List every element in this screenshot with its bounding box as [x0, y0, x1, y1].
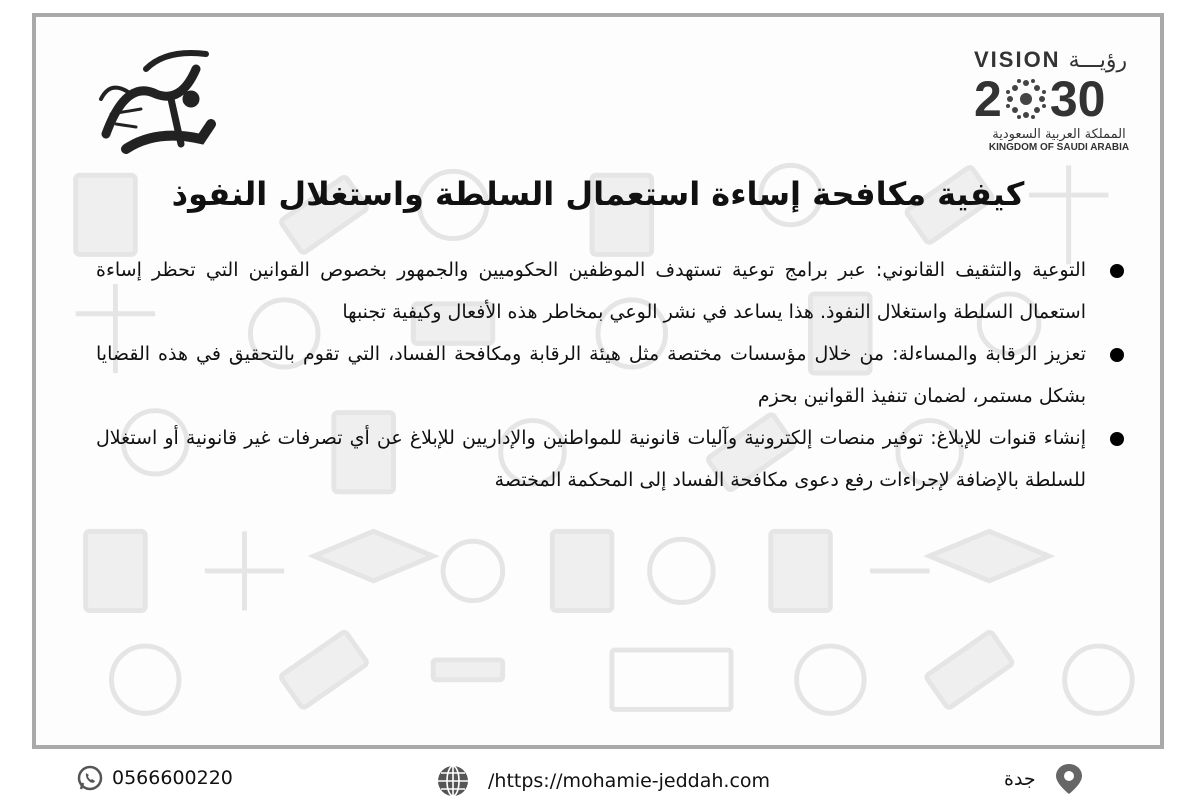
page-title: كيفية مكافحة إساءة استعمال السلطة واستغلال النفوذ [171, 175, 1025, 213]
document-frame [32, 13, 1164, 749]
list-item [96, 249, 1130, 333]
city-name: جدة [1004, 768, 1036, 790]
year-right-digits: 30 [1049, 71, 1106, 127]
year-left-digit: 2 [974, 71, 1002, 127]
footer [0, 752, 1200, 800]
list-item-text: تعزيز الرقابة والمساءلة: من خلال مؤسسات مختصة مثل هيئة الرقابة ومكافحة الفساد، التي تقوم بالتحقيق في هذه القضايا بشكل مستمر، لضمان تنفيذ القوانين بحزم [96, 343, 1086, 407]
location-pin-icon [1054, 762, 1084, 796]
vision-2030-logo [974, 47, 1144, 157]
kingdom-arabic: المملكة العربية السعودية [992, 127, 1126, 142]
footer-location [1004, 762, 1084, 796]
phone-number: 0566600220 [112, 767, 233, 789]
year-2030 [974, 73, 1144, 125]
list-item-text: إنشاء قنوات للإبلاغ: توفير منصات إلكترونية وآليات قانونية للمواطنين والإداريين للإبلاغ عن أي تصرفات غير قانونية أو استغلال للسلطة بالإضافة لإجراءات رفع دعوى مكافحة الفساد إلى المحكمة المختصة [96, 427, 1086, 491]
list-item [96, 417, 1130, 501]
calligraphy-logo [86, 39, 226, 159]
kingdom-english: KINGDOM OF SAUDI ARABIA [988, 142, 1130, 153]
bullet-icon [1110, 432, 1124, 446]
whatsapp-icon [76, 764, 104, 792]
content-list [96, 249, 1130, 501]
bullet-icon [1110, 348, 1124, 362]
website-url: /https://mohamie-jeddah.com [488, 770, 771, 792]
bullet-icon [1110, 264, 1124, 278]
list-item-text: التوعية والتثقيف القانوني: عبر برامج توعية تستهدف الموظفين الحكوميين والجمهور بخصوص القوانين التي تحظر إساءة استعمال السلطة واستغلال النفوذ. هذا يساعد في نشر الوعي بمخاطر هذه الأفعال وكيفية تجنبها [96, 259, 1086, 323]
vision-word: VISION [974, 47, 1061, 72]
list-item [96, 333, 1130, 417]
footer-phone[interactable] [76, 764, 233, 792]
emblem-icon [1004, 77, 1048, 121]
footer-website[interactable] [436, 764, 770, 798]
vision-arabic-word: رؤيـــة [1068, 47, 1128, 73]
globe-icon [436, 764, 470, 798]
